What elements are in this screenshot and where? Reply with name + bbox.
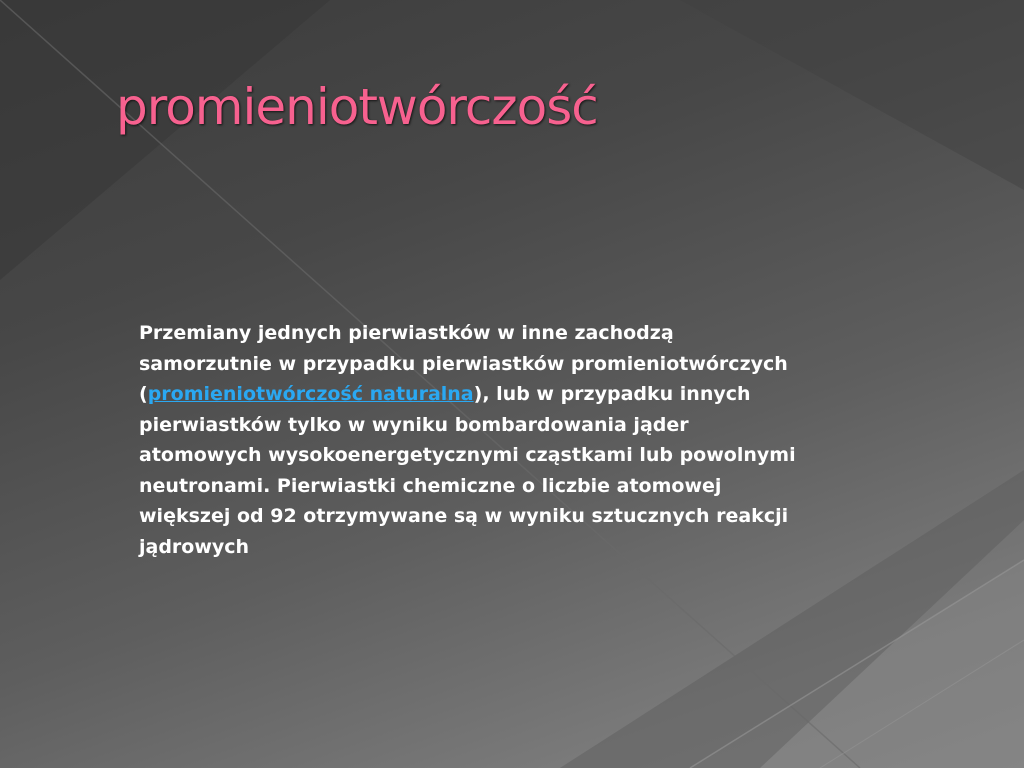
paragraph-text-before-link: Przemiany jednych pierwiastków w inne zachodzą samorzutnie w przypadku pierwiastków promieniotwórczych ( (139, 322, 788, 405)
body-paragraph (139, 318, 799, 562)
slide-title: promieniotwórczość (116, 78, 598, 136)
background-top-left-facet (0, 0, 330, 280)
natural-radioactivity-link[interactable]: promieniotwórczość naturalna (147, 383, 474, 405)
background-top-right-facet (680, 0, 1024, 190)
paragraph-text-after-link: ), lub w przypadku innych pierwiastków tylko w wyniku bombardowania jąder atomowych wysokoenergetycznymi cząstkami lub powolnymi neutronami. Pierwiastki chemiczne o liczbie atomowej większej od 92 otrzymywane są w wyniku sztucznych reakcji jądrowych (139, 383, 796, 558)
